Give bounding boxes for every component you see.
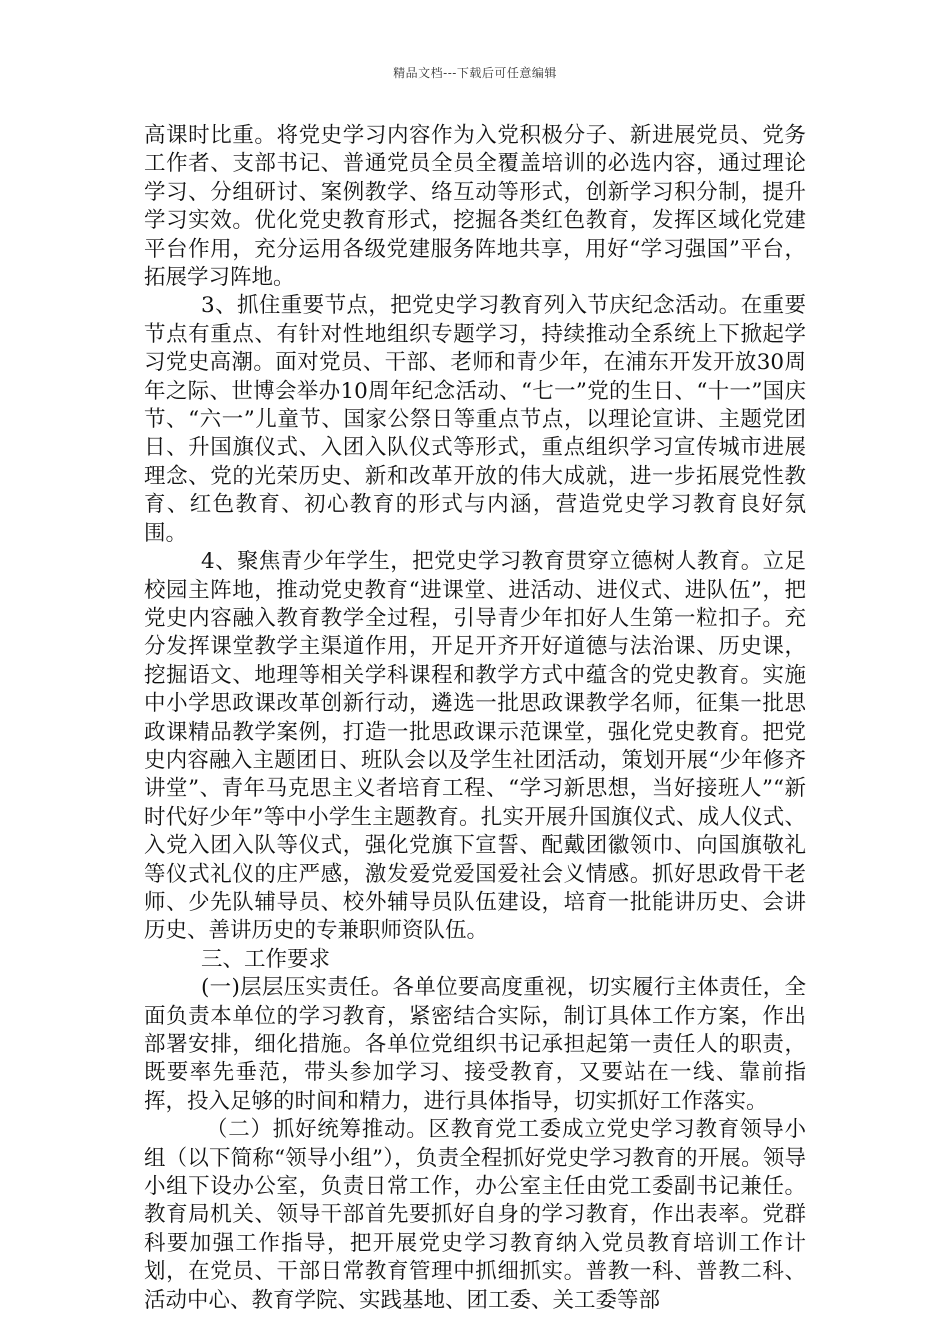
page-header: 精品文档---下载后可任意编辑: [393, 66, 557, 80]
paragraph-requirement-1: (一)层层压实责任。各单位要高度重视，切实履行主体责任，全面负责本单位的学习教育，紧密结合实际，制订具体工作方案，作出部署安排，细化措施。各单位党组织书记承担起第一责任人的职责，既要率先垂范，带头参加学习、接受教育，又要站在一线、靠前指挥，投入足够的时间和精力，进行具体指导，切实抓好工作落实。: [144, 975, 806, 1114]
paragraph-requirement-2: （二）抓好统筹推动。区教育党工委成立党史学习教育领导小组（以下简称“领导小组”），负责全程抓好党史学习教育的开展。领导小组下设办公室，负责日常工作，办公室主任由党工委副书记兼任。教育局机关、领导干部首先要抓好自身的学习教育，作出表率。党群科要加强工作指导，把开展党史学习教育纳入党员教育培训工作计划，在党员、干部日常教育管理中抓细抓实。普教一科、普教二科、活动中心、教育学院、实践基地、团工委、关工委等部: [144, 1117, 806, 1313]
document-body: [144, 122, 806, 1315]
paragraph-item-4: 4、聚焦青少年学生，把党史学习教育贯穿立德树人教育。立足校园主阵地，推动党史教育“进课堂、进活动、进仪式、进队伍”，把党史内容融入教育教学全过程，引导青少年扣好人生第一粒扣子。充分发挥课堂教学主渠道作用，开足开齐开好道德与法治课、历史课，挖掘语文、地理等相关学科课程和教学方式中蕴含的党史教育。实施中小学思政课改革创新行动，遴选一批思政课教学名师，征集一批思政课精品教学案例，打造一批思政课示范课堂，强化党史教育。把党史内容融入主题团日、班队会以及学生社团活动，策划开展“少年修齐讲堂”、青年马克思主义者培育工程、“学习新思想，当好接班人”“新时代好少年”等中小学生主题教育。扎实开展升国旗仪式、成人仪式、入党入团入队等仪式，强化党旗下宣誓、配戴团徽领巾、向国旗敬礼等仪式礼仪的庄严感，激发爱党爱国爱社会义情感。抓好思政骨干老师、少先队辅导员、校外辅导员队伍建设，培育一批能讲历史、会讲历史、善讲历史的专兼职师资队伍。: [144, 549, 806, 944]
paragraph-item-3: 3、抓住重要节点，把党史学习教育列入节庆纪念活动。在重要节点有重点、有针对性地组织专题学习，持续推动全系统上下掀起学习党史高潮。面对党员、干部、老师和青少年，在浦东开发开放30周年之际、世博会举办10周年纪念活动、“七一”党的生日、“十一”国庆节、“六一”儿童节、国家公祭日等重点节点，以理论宣讲、主题党团日、升国旗仪式、入团入队仪式等形式，重点组织学习宣传城市进展理念、党的光荣历史、新和改革开放的伟大成就，进一步拓展党性教育、红色教育、初心教育的形式与内涵，营造党史学习教育良好氛围。: [144, 293, 806, 546]
paragraph-continuation: 高课时比重。将党史学习内容作为入党积极分子、新进展党员、党务工作者、支部书记、普通党员全员全覆盖培训的必选内容，通过理论学习、分组研讨、案例教学、络互动等形式，创新学习积分制，提升学习实效。优化党史教育形式，挖掘各类红色教育，发挥区域化党建平台作用，充分运用各级党建服务阵地共享，用好“学习强国”平台，拓展学习阵地。: [144, 123, 806, 291]
section-heading: 三、工作要求: [201, 946, 331, 972]
